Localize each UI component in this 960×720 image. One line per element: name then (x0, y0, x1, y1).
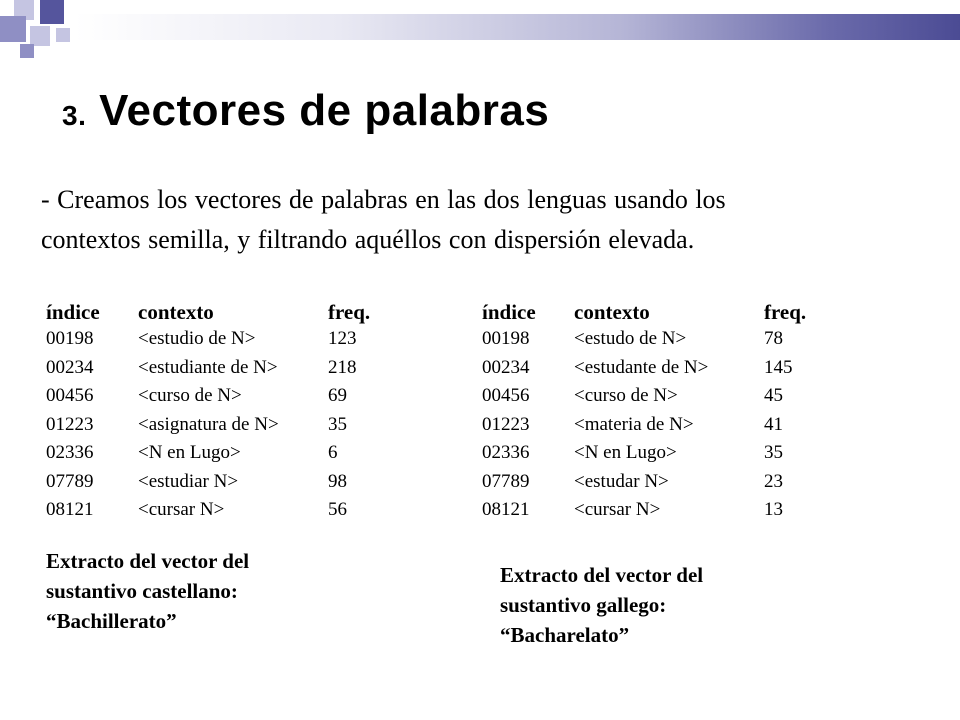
context-cell: <estudiar N> (138, 470, 239, 492)
freq-cell: 45 (764, 385, 783, 406)
column-header: freq. (764, 300, 807, 324)
index-cell: 00198 (482, 328, 530, 349)
index-cell: 01223 (482, 413, 530, 435)
context-cell: <N en Lugo> (138, 442, 241, 463)
index-cell: 02336 (482, 442, 530, 463)
body-paragraph (41, 180, 921, 260)
index-cell: 00456 (46, 385, 94, 406)
caption-line: “Bachillerato” (46, 609, 177, 633)
freq-cell: 145 (764, 356, 793, 378)
context-cell: <estudante de N> (574, 356, 709, 378)
column-header: contexto (138, 300, 214, 324)
context-cell: <materia de N> (574, 413, 694, 435)
caption-line: Extracto del vector del (46, 549, 250, 573)
caption-gallego (500, 560, 703, 650)
index-cell: 07789 (46, 470, 94, 492)
caption-castellano (46, 546, 249, 636)
freq-cell: 35 (328, 413, 347, 435)
column-header: freq. (328, 300, 371, 324)
context-cell: <curso de N> (138, 385, 242, 406)
column-header: índice (482, 300, 536, 324)
context-cell: <estudiante de N> (138, 356, 278, 378)
caption-line: “Bacharelato” (500, 623, 630, 647)
body-line-1: - Creamos los vectores de palabras en las dos lenguas usando los (41, 185, 726, 214)
page-title (62, 86, 549, 136)
context-cell: <N en Lugo> (574, 442, 677, 463)
context-cell: <estudo de N> (574, 328, 687, 349)
column-header: contexto (574, 300, 650, 324)
caption-line: sustantivo gallego: (500, 593, 667, 617)
freq-cell: 23 (764, 470, 783, 492)
freq-cell: 6 (328, 442, 338, 463)
context-cell: <estudio de N> (138, 328, 256, 349)
index-cell: 08121 (46, 499, 94, 520)
freq-cell: 35 (764, 442, 783, 463)
index-cell: 08121 (482, 499, 530, 520)
index-cell: 00456 (482, 385, 530, 406)
title-text: Vectores de palabras (99, 86, 550, 135)
freq-cell: 69 (328, 385, 347, 406)
caption-line: sustantivo castellano: (46, 579, 238, 603)
context-cell: <estudar N> (574, 470, 669, 492)
index-cell: 07789 (482, 470, 530, 492)
freq-cell: 13 (764, 499, 783, 520)
index-cell: 00198 (46, 328, 94, 349)
freq-cell: 41 (764, 413, 783, 435)
title-banner (74, 14, 960, 40)
index-cell: 00234 (482, 356, 530, 378)
index-cell: 01223 (46, 413, 94, 435)
context-cell: <curso de N> (574, 385, 678, 406)
logo-squares (0, 0, 80, 60)
freq-cell: 56 (328, 499, 347, 520)
index-cell: 00234 (46, 356, 94, 378)
freq-cell: 123 (328, 328, 357, 349)
context-cell: <cursar N> (138, 499, 225, 520)
index-cell: 02336 (46, 442, 94, 463)
freq-cell: 98 (328, 470, 347, 492)
context-cell: <asignatura de N> (138, 413, 279, 435)
title-number: 3. (62, 100, 87, 131)
column-header: índice (46, 300, 100, 324)
caption-line: Extracto del vector del (500, 563, 704, 587)
context-cell: <cursar N> (574, 499, 661, 520)
body-line-2: contextos semilla, y filtrando aquéllos con dispersión elevada. (41, 225, 695, 254)
freq-cell: 218 (328, 356, 357, 378)
freq-cell: 78 (764, 328, 783, 349)
